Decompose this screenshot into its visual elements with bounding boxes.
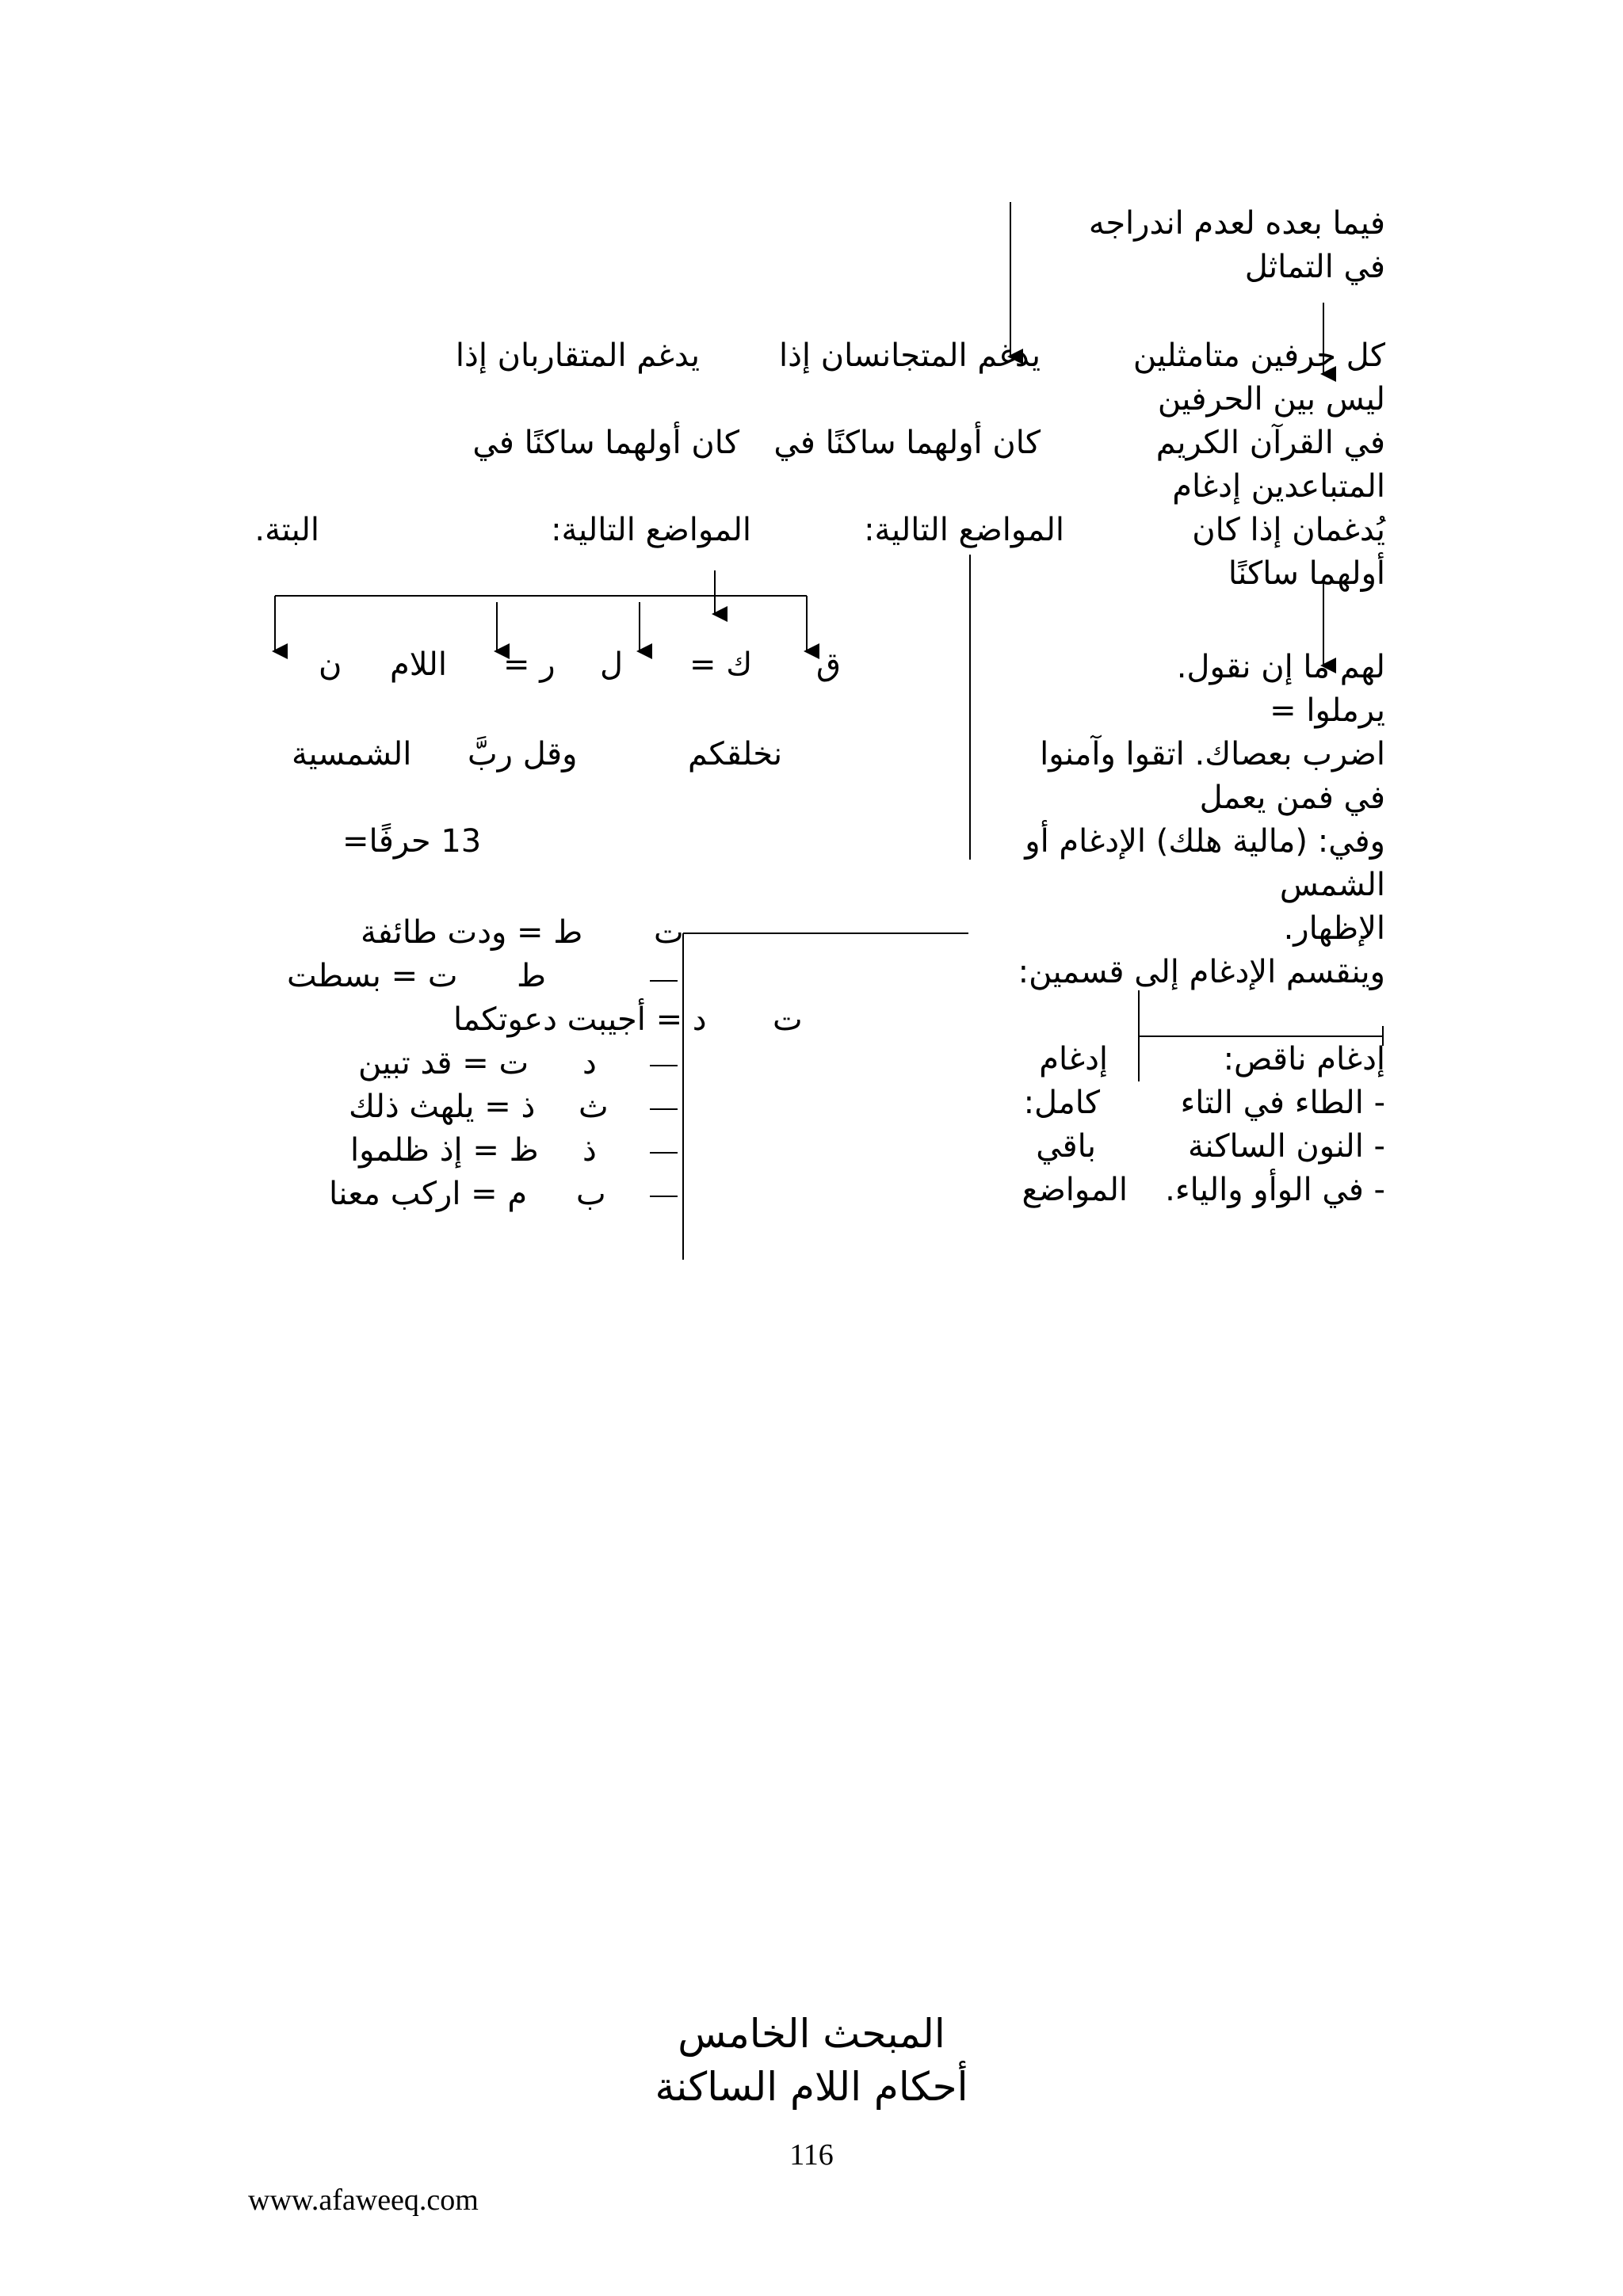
example-nakhluqkum: نخلقكم (688, 736, 783, 772)
part-b3: - في الوأو والياء. (1165, 1172, 1385, 1208)
pair1-right: ت (654, 914, 684, 951)
pair1-left: ط = ودت طائفة (361, 914, 583, 951)
col1b-line7: الإظهار. (1283, 910, 1385, 947)
pair5-left: ذ = يلهث ذلك (349, 1089, 536, 1125)
split-line: وينقسم الإدغام إلى قسمين: (1018, 954, 1385, 990)
col1b-line5: وفي: (مالية هلك) الإدغام أو (1025, 823, 1385, 860)
col4-line1: البتة. (254, 512, 319, 548)
col1-line4: المتباعدين إدغام (1172, 468, 1385, 505)
top-note-line2: في التماثل (1244, 249, 1385, 285)
col1-line3: في القرآن الكريم (1155, 425, 1385, 461)
top-note-line1: فيما بعده لعدم اندراجه (1088, 205, 1385, 242)
pair3-left: د = أجيبت دعوتكما (453, 1001, 707, 1038)
part-idgham: إدغام (1039, 1041, 1108, 1077)
letter-nun: ن (319, 646, 342, 683)
page-number: 116 (789, 2138, 834, 2172)
section-title: أحكام اللام الساكنة (655, 2064, 968, 2110)
col1b-line6: الشمس (1279, 867, 1385, 903)
col3-line3: المواضع التالية: (551, 512, 751, 548)
pair7-left: م = اركب معنا (329, 1176, 528, 1212)
pair2-mid: ط (517, 958, 546, 994)
part-kamil: كامل: (1023, 1085, 1100, 1121)
letter-qaf: ق (816, 646, 842, 683)
col3-line2: كان أولهما ساكنًا في (472, 425, 739, 461)
pair7-mid: ب (576, 1176, 606, 1212)
part-baqi: باقي (1036, 1128, 1096, 1165)
col1-line6: أولهما ساكنًا (1228, 555, 1385, 592)
col1-line1: كل حرفين متامثلين (1132, 338, 1385, 374)
example-waqul-rabb: وقل ربَّ (468, 736, 578, 772)
part-mawadi: المواضع (1022, 1172, 1128, 1208)
part-b1: - الطاء في التاء (1180, 1085, 1385, 1121)
col2-line2: كان أولهما ساكنًا في (773, 425, 1041, 461)
col1b-line3: اضرب بعصاك. اتقوا وآمنوا (1040, 736, 1385, 772)
col1b-line2: يرملوا = (1270, 692, 1385, 729)
col2-line1: يدغم المتجانسان إذا (778, 338, 1041, 374)
letter-lam: ل (600, 646, 624, 683)
section-heading: المبحث الخامس (678, 2011, 945, 2057)
example-count: 13 حرفًا= (342, 823, 482, 860)
pair6-left: ظ = إذ ظلموا (350, 1132, 539, 1169)
col1-line2: ليس بين الحرفين (1157, 381, 1385, 418)
letter-allam: اللام (390, 646, 447, 683)
letter-ra-eq: ر = (503, 646, 556, 683)
website-link[interactable]: www.afaweeq.com (248, 2183, 479, 2217)
pair5-mid: ث (579, 1089, 609, 1125)
col1b-line1: لهم ما إن نقول. (1176, 649, 1385, 685)
part-b2: - النون الساكنة (1187, 1128, 1385, 1165)
pair3-right: ت (773, 1001, 803, 1038)
pair4-left: ت = قد تبين (358, 1045, 529, 1081)
pair2-left: ت = بسطت (287, 958, 458, 994)
col1-line5: يُدغمان إذا كان (1192, 512, 1385, 548)
letter-kaf-eq: ك = (689, 646, 753, 683)
pair4-mid: د (582, 1045, 597, 1081)
pair6-mid: ذ (582, 1132, 597, 1169)
col2-line3: المواضع التالية: (864, 512, 1064, 548)
part-naqis: إدغام ناقص: (1223, 1041, 1385, 1077)
col1b-line4: في فمن يعمل (1199, 780, 1385, 816)
example-shamsiyya: الشمسية (292, 736, 412, 772)
col3-line1: يدغم المتقاربان إذا (455, 338, 700, 374)
